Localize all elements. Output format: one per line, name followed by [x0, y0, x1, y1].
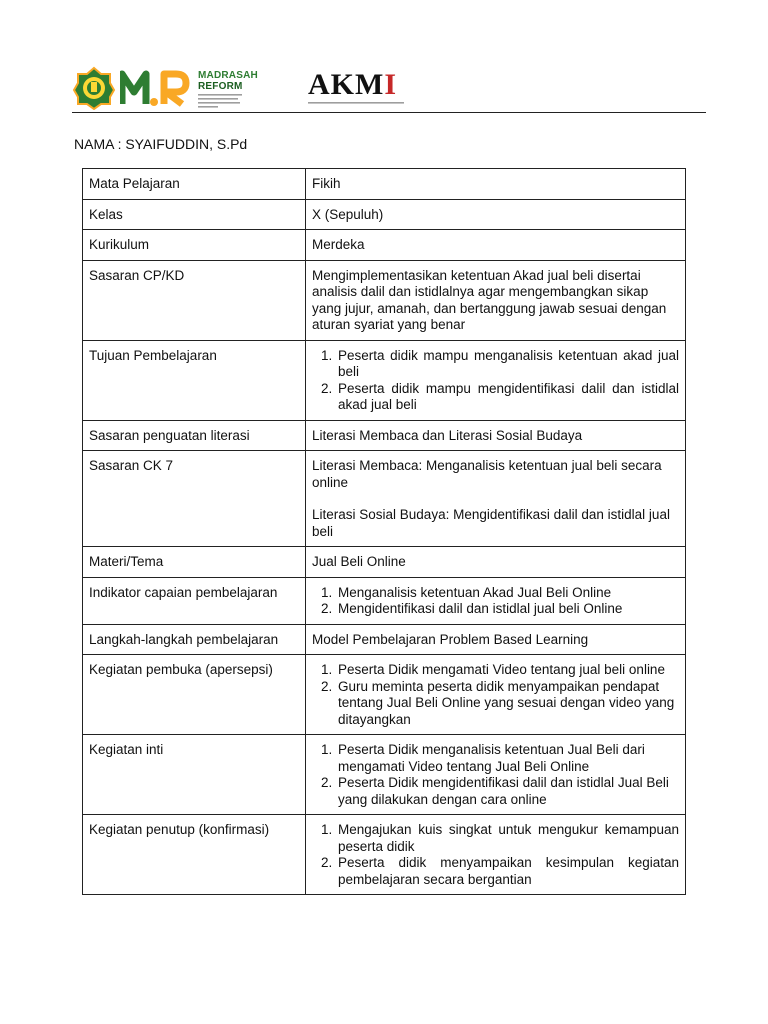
row-label: Kegiatan penutup (konfirmasi) — [83, 815, 306, 895]
row-label: Sasaran CK 7 — [83, 451, 306, 547]
list-item: 1. Peserta Didik mengamati Video tentang jual beli online — [336, 662, 679, 679]
row-value: Merdeka — [306, 230, 686, 261]
madrasah-reform-fine-print — [198, 92, 244, 108]
row-value: X (Sepuluh) — [306, 199, 686, 230]
madrasah-word: MADRASAH — [198, 70, 258, 81]
row-label: Tujuan Pembelajaran — [83, 340, 306, 420]
list-item: 1. Menganalisis ketentuan Akad Jual Beli Online — [336, 585, 679, 602]
row-label: Langkah-langkah pembelajaran — [83, 624, 306, 655]
row-label: Sasaran penguatan literasi — [83, 420, 306, 451]
list-item: 2. Peserta Didik mengidentifikasi dalil dan istidlal Jual Beli yang dilakukan dengan cara online — [336, 775, 679, 808]
list-item: 1. Mengajukan kuis singkat untuk mengukur kemampuan peserta didik — [336, 822, 679, 855]
row-value: Fikih — [306, 169, 686, 200]
reform-word: REFORM — [198, 81, 243, 92]
table-row — [83, 451, 686, 547]
table-row — [83, 655, 686, 735]
numbered-list — [312, 822, 679, 888]
table-row — [83, 624, 686, 655]
madrasah-reform-mr-logo — [120, 68, 190, 108]
table-row — [83, 420, 686, 451]
table-row — [83, 547, 686, 578]
row-value — [306, 815, 686, 895]
madrasah-reform-wordmark — [198, 70, 258, 113]
table-row — [83, 230, 686, 261]
row-value — [306, 451, 686, 547]
kemenag-emblem-logo — [72, 66, 116, 110]
akmi-word-end: I — [384, 68, 398, 101]
list-item: 2. Guru meminta peserta didik menyampaikan pendapat tentang Jual Beli Online yang sesuai dengan video yang ditayangkan — [336, 679, 679, 729]
row-value: Literasi Membaca dan Literasi Sosial Budaya — [306, 420, 686, 451]
table-row — [83, 577, 686, 624]
list-item: 1. Peserta Didik menganalisis ketentuan Jual Beli dari mengamati Video tentang Jual Beli Online — [336, 742, 679, 775]
row-value: Mengimplementasikan ketentuan Akad jual beli disertai analisis dalil dan istidlalnya agar mengembangkan sikap yang jujur, amanah, dan bertanggung jawab sesuai dengan aturan syariat yang benar — [306, 260, 686, 340]
row-label: Kelas — [83, 199, 306, 230]
table-row — [83, 735, 686, 815]
row-label: Materi/Tema — [83, 547, 306, 578]
table-row — [83, 169, 686, 200]
table-row — [83, 815, 686, 895]
teacher-name: NAMA : SYAIFUDDIN, S.Pd — [74, 136, 248, 152]
paragraph: Literasi Membaca: Menganalisis ketentuan jual beli secara online — [312, 458, 662, 490]
table-row — [83, 260, 686, 340]
numbered-list — [312, 585, 679, 618]
list-item: 2. Peserta didik mampu mengidentifikasi dalil dan istidlal akad jual beli — [336, 381, 679, 414]
row-label: Kegiatan inti — [83, 735, 306, 815]
row-value: Jual Beli Online — [306, 547, 686, 578]
table-row — [83, 199, 686, 230]
list-item: 2. Peserta didik menyampaikan kesimpulan kegiatan pembelajaran secara bergantian — [336, 855, 679, 888]
list-item: 1. Peserta didik mampu menganalisis ketentuan akad jual beli — [336, 348, 679, 381]
list-item: 2. Mengidentifikasi dalil dan istidlal jual beli Online — [336, 601, 679, 618]
page-header — [72, 66, 712, 112]
table-row — [83, 340, 686, 420]
numbered-list — [312, 742, 679, 808]
row-label: Indikator capaian pembelajaran — [83, 577, 306, 624]
row-value — [306, 577, 686, 624]
numbered-list — [312, 662, 679, 728]
row-label: Sasaran CP/KD — [83, 260, 306, 340]
row-value — [306, 655, 686, 735]
row-value — [306, 735, 686, 815]
lesson-plan-table — [82, 168, 686, 895]
row-label: Kegiatan pembuka (apersepsi) — [83, 655, 306, 735]
row-label: Kurikulum — [83, 230, 306, 261]
row-value — [306, 340, 686, 420]
akmi-logo — [308, 70, 404, 106]
paragraph: Literasi Sosial Budaya: Mengidentifikasi dalil dan istidlal jual beli — [312, 507, 670, 539]
akmi-word-start: AKM — [308, 68, 385, 101]
row-value: Model Pembelajaran Problem Based Learning — [306, 624, 686, 655]
row-label: Mata Pelajaran — [83, 169, 306, 200]
header-divider — [72, 112, 706, 113]
numbered-list — [312, 348, 679, 414]
